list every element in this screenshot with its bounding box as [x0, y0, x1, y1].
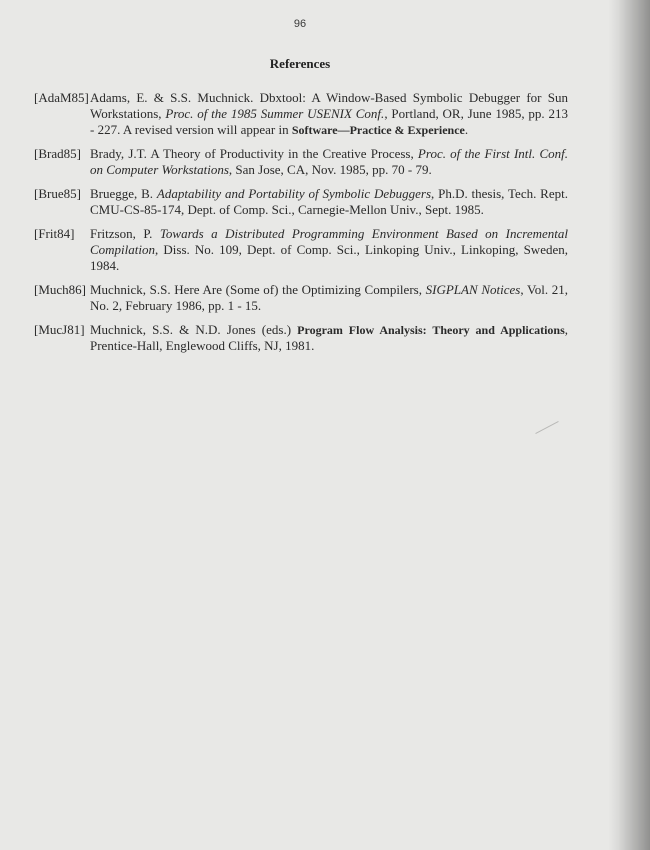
reference-text-span: Adams, E. & S.S. Muchnick. Dbxtool: A Window-Based Symbolic Debugger for Sun Workstations,	[90, 90, 568, 121]
reference-key: [Much86]	[34, 282, 86, 297]
reference-entry	[34, 90, 568, 138]
reference-entry	[34, 186, 568, 218]
reference-key: [AdaM85]	[34, 90, 89, 105]
reference-text	[90, 322, 568, 354]
reference-text-span: Brady, J.T. A Theory of Productivity in the Creative Process,	[90, 146, 418, 161]
reference-key: [Brad85]	[34, 146, 81, 161]
page-number: 96	[293, 18, 307, 30]
reference-text-span: Muchnick, S.S. Here Are (Some of) the Optimizing Compilers,	[90, 282, 426, 297]
reference-text-span: Bruegge, B.	[90, 186, 157, 201]
reference-text-span: , Prentice-Hall, Englewood Cliffs, NJ, 1981.	[90, 322, 568, 353]
reference-entry	[34, 146, 568, 178]
reference-italic-text: SIGPLAN Notices	[425, 282, 521, 297]
reference-text	[90, 186, 568, 218]
reference-italic-text: Proc. of the 1985 Summer USENIX Conf.	[165, 106, 385, 121]
reference-text-span: .	[464, 122, 469, 137]
reference-text	[90, 282, 568, 314]
reference-text-span: , San Jose, CA, Nov. 1985, pp. 70 - 79.	[228, 162, 432, 177]
reference-italic-text: Proc. of the First Intl. Conf. on Computer Workstations	[90, 146, 568, 177]
reference-entry	[34, 226, 568, 274]
reference-entry	[34, 282, 568, 314]
reference-text	[90, 90, 568, 138]
reference-text-span: , Vol. 21, No. 2, February 1986, pp. 1 - 15.	[90, 282, 569, 313]
reference-text	[90, 226, 568, 274]
reference-text-span: Muchnick, S.S. & N.D. Jones (eds.)	[90, 322, 298, 337]
reference-entry	[34, 322, 568, 354]
reference-key: [MucJ81]	[34, 322, 85, 337]
reference-list	[34, 90, 568, 362]
reference-text-span: , Diss. No. 109, Dept. of Comp. Sci., Linkoping Univ., Linkoping, Sweden, 1984.	[90, 242, 568, 273]
reference-text-span: , Ph.D. thesis, Tech. Rept. CMU-CS-85-174, Dept. of Comp. Sci., Carnegie-Mellon Univ., Sept. 1985.	[90, 186, 568, 217]
scan-mark	[535, 421, 558, 434]
reference-text-span: , Portland, OR, June 1985, pp. 213 - 227. A revised version will appear in	[90, 106, 568, 137]
reference-text	[90, 146, 568, 178]
reference-bold-text: Software—Practice & Experience	[291, 123, 465, 137]
reference-key: [Brue85]	[34, 186, 81, 201]
reference-bold-text: Program Flow Analysis: Theory and Applications	[297, 323, 565, 337]
reference-key: [Frit84]	[34, 226, 75, 241]
reference-italic-text: Adaptability and Portability of Symbolic Debuggers	[156, 186, 431, 201]
section-title: References	[269, 56, 331, 71]
reference-italic-text: Towards a Distributed Programming Environment Based on Incremental Compilation	[90, 226, 568, 257]
reference-text-span: Fritzson, P.	[90, 226, 160, 241]
